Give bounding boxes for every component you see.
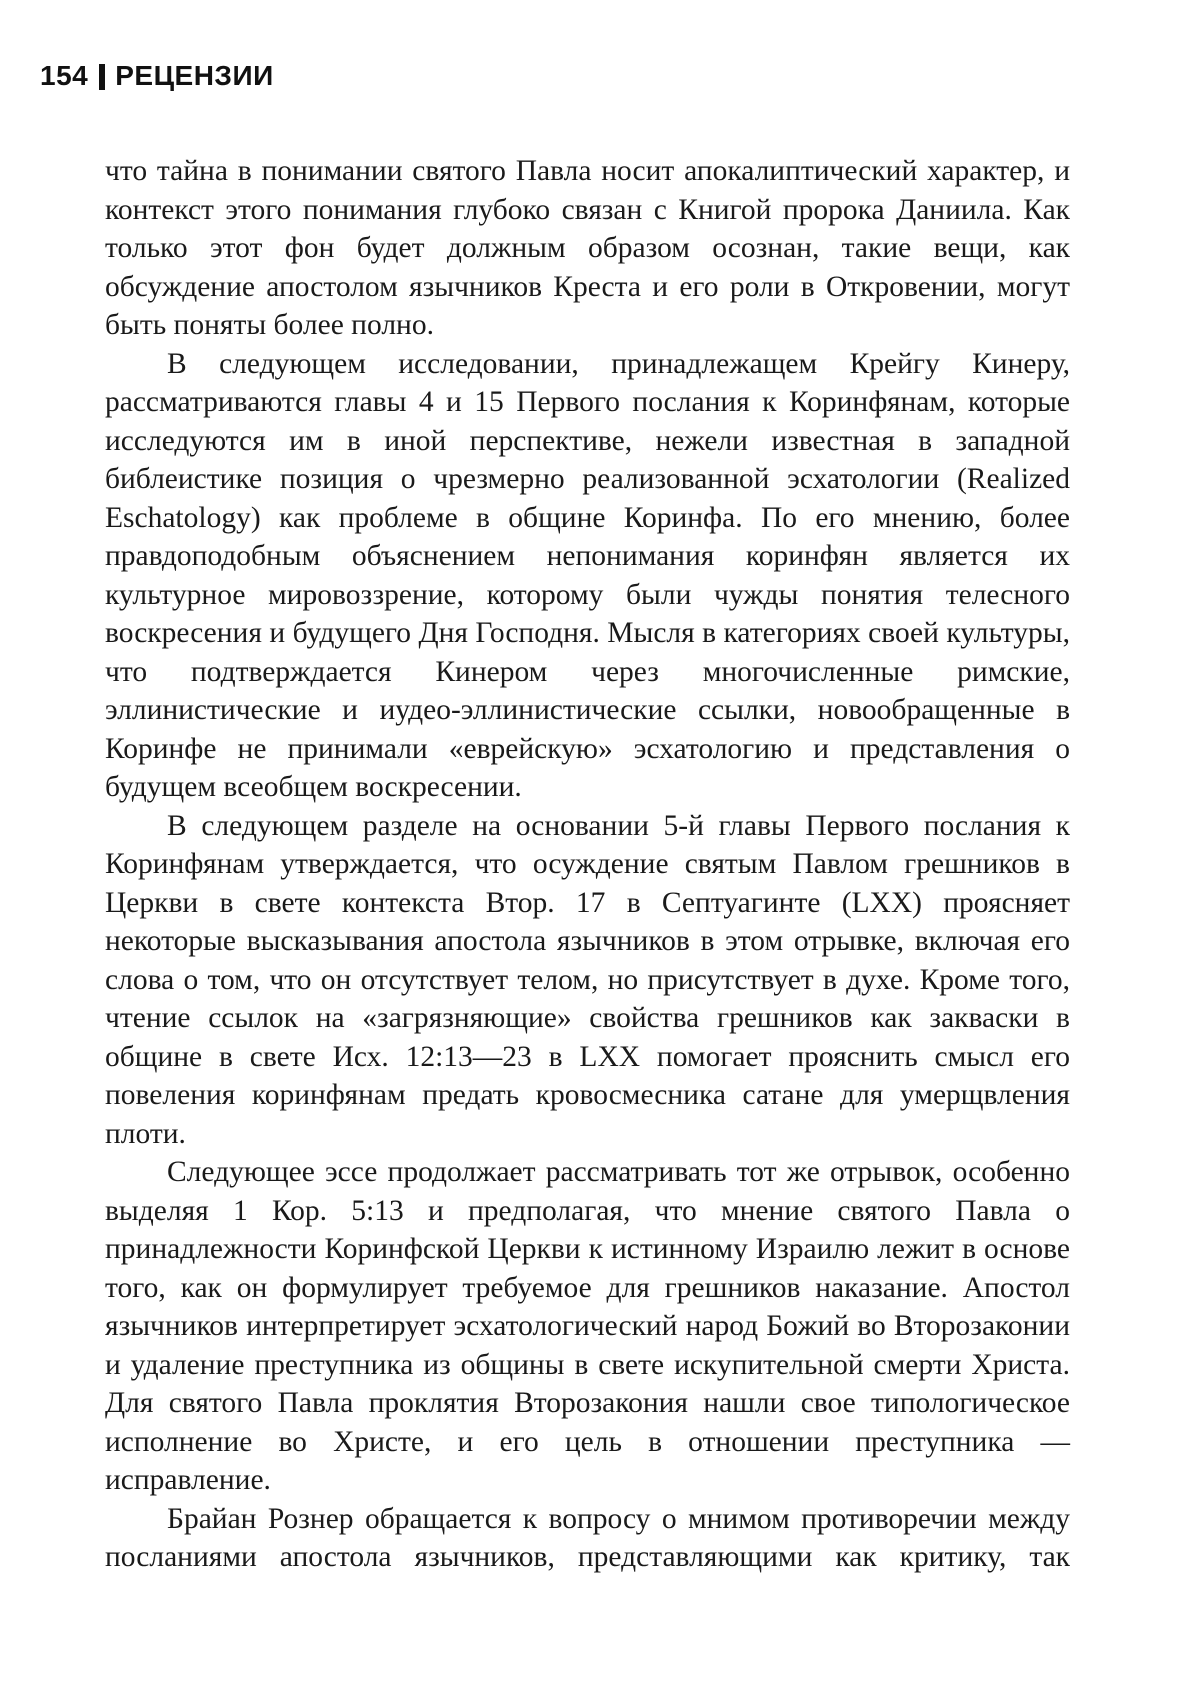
paragraph-3: В следующем разделе на основании 5-й главы Первого послания к Коринфянам утверждается, что осуждение святым Павлом грешников в Церкви в свете контекста Втор. 17 в Септуагинте (LXX) проясняет некоторые высказывания апостола язычников в этом отрывке, включая его слова о том, что он отсутствует телом, но присутствует в духе. Кроме того, чтение ссылок на «загрязняющие» свойства грешников как закваски в общине в свете Исх. 12:13—23 в LXX помогает прояснить смысл его повеления коринфянам предать кровосмесника сатане для умерщвления плоти.	[105, 809, 1070, 1150]
page-body	[105, 152, 1070, 1577]
running-head	[40, 60, 274, 92]
section-title: РЕЦЕНЗИИ	[115, 60, 274, 91]
header-separator-bar	[99, 64, 105, 90]
paragraph-1: что тайна в понимании святого Павла носит апокалиптический характер, и контекст этого понимания глубоко связан с Книгой пророка Даниила. Как только этот фон будет должным образом осознан, такие вещи, как обсуждение апостолом язычников Креста и его роли в Откровении, могут быть поняты более полно.	[105, 155, 1070, 341]
paragraph-5: Брайан Рознер обращается к вопросу о мнимом противоречии между посланиями апостола язычников, представляющими как критику, так	[105, 1502, 1070, 1573]
paragraph-4: Следующее эссе продолжает рассматривать тот же отрывок, особенно выделяя 1 Кор. 5:13 и предполагая, что мнение святого Павла о принадлежности Коринфской Церкви к истинному Израилю лежит в основе того, как он формулирует требуемое для грешников наказание. Апостол язычников интерпретирует эсхатологический народ Божий во Второзаконии и удаление преступника из общины в свете искупительной смерти Христа. Для святого Павла проклятия Второзакония нашли свое типологическое исполнение во Христе, и его цель в отношении преступника — исправление.	[105, 1156, 1070, 1496]
paragraph-2: В следующем исследовании, принадлежащем Крейгу Кинеру, рассматриваются главы 4 и 15 Первого послания к Коринфянам, которые исследуются им в иной перспективе, нежели известная в западной библеистике позиция о чрезмерно реализованной эсхатологии (Realized Eschatology) как проблеме в общине Коринфа. По его мнению, более правдоподобным объяснением непонимания коринфян является их культурное мировоззрение, которому были чужды понятия телесного воскресения и будущего Дня Господня. Мысля в категориях своей культуры, что подтверждается Кинером через многочисленные римские, эллинистические и иудео-эллинистические ссылки, новообращенные в Коринфе не принимали «еврейскую» эсхатологию и представления о будущем всеобщем воскресении.	[105, 347, 1070, 803]
page-number: 154	[40, 60, 89, 91]
